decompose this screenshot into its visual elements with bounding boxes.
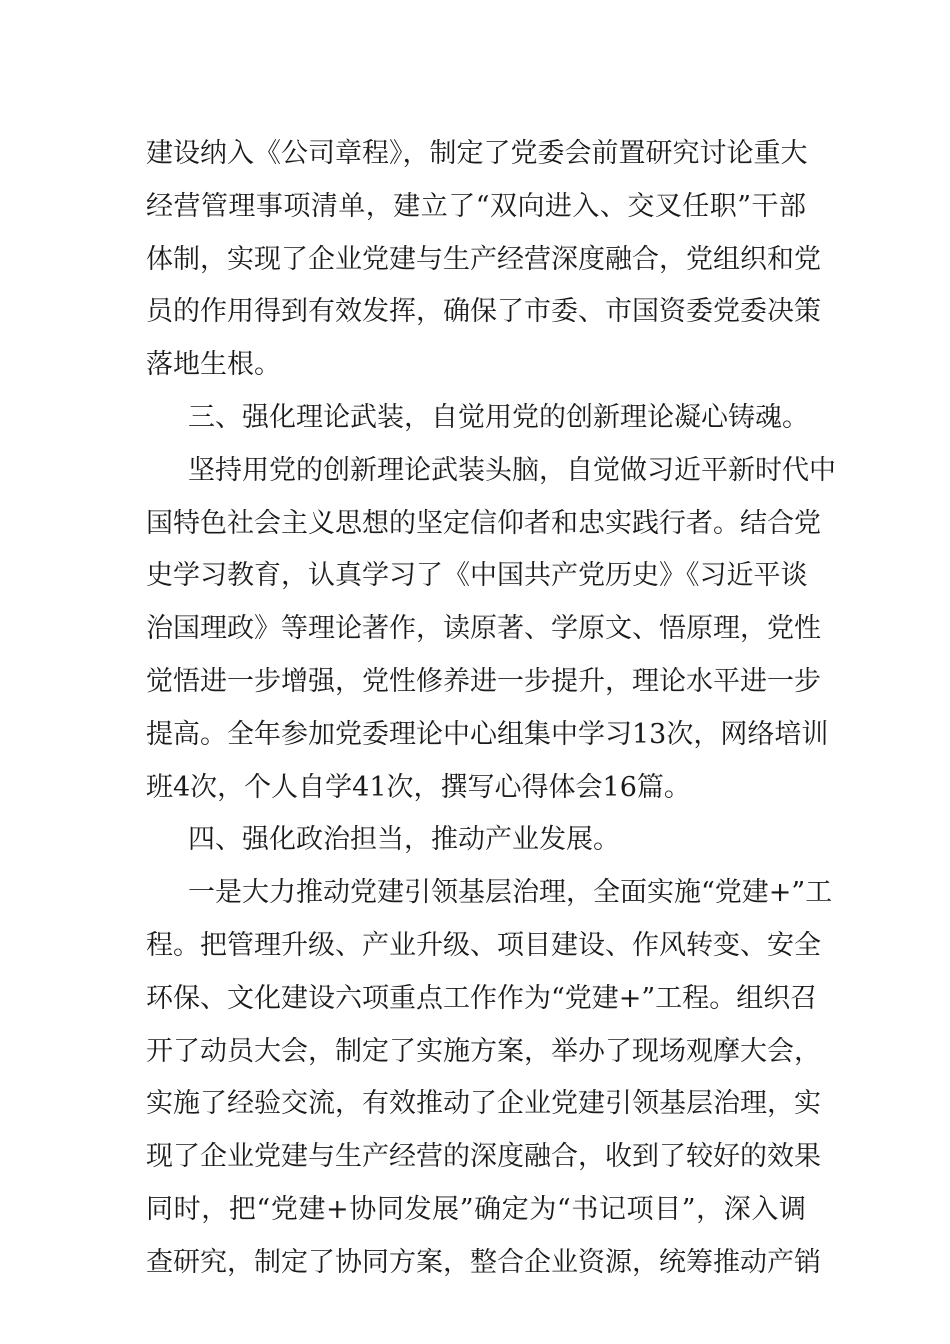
- text-line: 现了企业党建与生产经营的深度融合，收到了较好的效果: [146, 1141, 821, 1173]
- body-text: [146, 128, 836, 1290]
- section-heading-4: 四、强化政治担当，推动产业发展。: [188, 824, 620, 856]
- section-heading-3: 三、强化理论武装，自觉用党的创新理论凝心铸魂。: [188, 401, 809, 433]
- text-line: 坚持用党的创新理论武装头脑，自觉做习近平新时代中: [188, 454, 836, 486]
- text-line: 体制，实现了企业党建与生产经营深度融合，党组织和党: [146, 243, 821, 275]
- text-line: 同时，把“党建+协同发展”确定为“书记项目”，深入调: [146, 1193, 806, 1225]
- text-line: 实施了经验交流，有效推动了企业党建引领基层治理，实: [146, 1088, 821, 1120]
- text-line: 落地生根。: [146, 349, 281, 381]
- text-line: 班4次，个人自学41次，撰写心得体会16篇。: [146, 771, 691, 803]
- text-line: 史学习教育，认真学习了《中国共产党历史》《习近平谈: [146, 560, 808, 592]
- text-line: 觉悟进一步增强，党性修养进一步提升，理论水平进一步: [146, 665, 821, 697]
- text-line: 建设纳入《公司章程》，制定了党委会前置研究讨论重大: [146, 138, 808, 169]
- text-line: 环保、文化建设六项重点工作作为“党建+”工程。组织召: [146, 982, 818, 1014]
- text-line: 开了动员大会，制定了实施方案，举办了现场观摩大会，: [146, 1035, 821, 1067]
- text-line: 一是大力推动党建引领基层治理，全面实施“党建+”工: [188, 877, 833, 909]
- text-line: 提高。全年参加党委理论中心组集中学习13次，网络培训: [146, 718, 829, 750]
- text-line: 治国理政》等理论著作，读原著、学原文、悟原理，党性: [146, 613, 821, 645]
- text-line: 国特色社会主义思想的坚定信仰者和忠实践行者。结合党: [146, 507, 821, 539]
- text-line: 经营管理事项清单，建立了“双向进入、交叉任职”干部: [146, 190, 806, 222]
- text-line: 员的作用得到有效发挥，确保了市委、市国资委党委决策: [146, 296, 821, 328]
- text-line: 查研究，制定了协同方案，整合企业资源，统筹推动产销: [146, 1246, 821, 1278]
- text-line: 程。把管理升级、产业升级、项目建设、作风转变、安全: [146, 929, 821, 961]
